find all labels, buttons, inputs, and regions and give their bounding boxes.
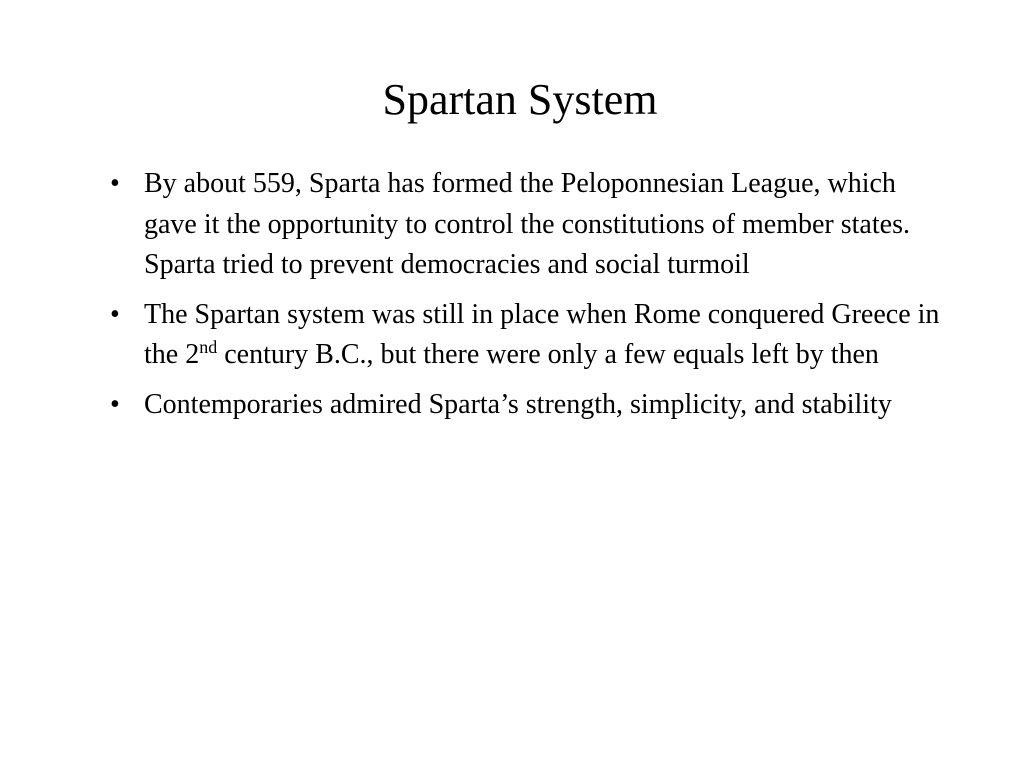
bullet-marker: • [110, 168, 120, 199]
bullet-text-part: century B.C., but there were only a few equals left by then [217, 339, 879, 370]
bullet-text: By about 559, Sparta has formed the Peloponnesian League, which gave it the opportunity to control the constitutions of member states. Sparta tried to prevent democracies and social turmoil [144, 168, 910, 280]
bullet-marker: • [110, 388, 120, 420]
bullet-list [110, 164, 950, 434]
ordinal-superscript: nd [199, 337, 218, 357]
bullet-item [110, 295, 950, 376]
bullet-marker: • [110, 298, 120, 330]
bullet-text-part: The Spartan system was still in place when Rome conquered Greece in the 2 [144, 298, 940, 370]
slide-title: Spartan System [382, 75, 658, 124]
bullet-text: Contemporaries admired Sparta’s strength, simplicity, and stability [144, 388, 892, 420]
bullet-item [110, 385, 950, 426]
bullet-text [144, 299, 939, 371]
bullet-item [110, 164, 950, 286]
